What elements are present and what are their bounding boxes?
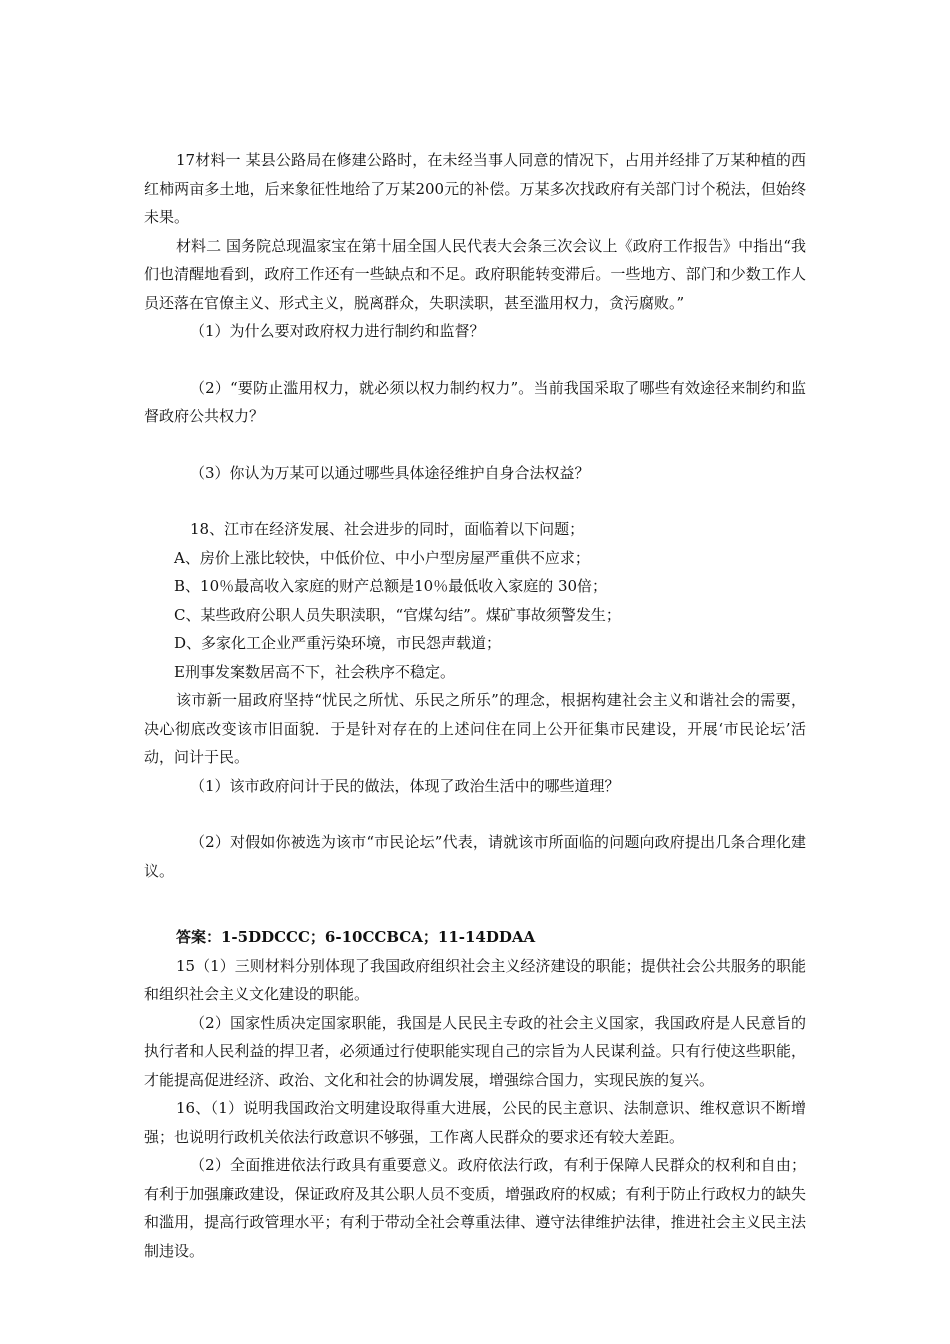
document-page	[144, 146, 806, 1265]
q18-paragraph: 该市新一届政府坚持“忧民之所忧、乐民之所乐”的理念，根据构建社会主义和谐社会的需要，决心彻底改变该市旧面貌．于是针对存在的上述问住在同上公开征集市民建设，开展‘市民论坛’活动，问计于民。	[144, 691, 806, 766]
answer-15-1: 15（1）三则材料分别体现了我国政府组织社会主义经济建设的职能；提供社会公共服务的职能和组织社会主义文化建设的职能。	[144, 956, 806, 1003]
q18-item-d: D、多家化工企业严重污染环境，市民怨声载道；	[174, 634, 502, 652]
q17-subquestion-3: （3）你认为万某可以通过哪些具体途径维护自身合法权益？	[190, 463, 590, 482]
answer-16-1: 16、（1）说明我国政治文明建设取得重大进展，公民的民主意识、法制意识、维权意识不断增强；也说明行政机关依法行政意识不够强，工作离人民群众的要求还有较大差距。	[144, 1099, 806, 1146]
q18-intro: 18、江市在经济发展、社会进步的同时，面临着以下问题；	[190, 520, 585, 538]
answers-heading: 答案：1-5DDCCC；6-10CCBCA；11-14DDAA	[176, 928, 536, 946]
q18-item-c: C、某些政府公职人员失职渎职，“官煤勾结”。煤矿事故须警发生；	[174, 605, 621, 624]
q17-material-1: 17材料一 某县公路局在修建公路时，在未经当事人同意的情况下，占用并经排了万某种植的西红柿两亩多土地，后来象征性地给了万某200元的补偿。万某多次找政府有关部门讨个税法，但始终未果。	[144, 151, 806, 226]
answer-15-2: （2）国家性质决定国家职能，我国是人民民主专政的社会主义国家，我国政府是人民意旨的执行者和人民利益的捍卫者，必须通过行使职能实现自己的宗旨为人民谋利益。只有行使这些职能，才能提高促进经济、政治、文化和社会的协调发展，增强综合国力，实现民族的复兴。	[144, 1013, 806, 1089]
q18-subquestion-1: （1）该市政府问计于民的做法，体现了政治生活中的哪些道理？	[190, 776, 620, 795]
q18-item-b: B、10％最高收入家庭的财产总额是10％最低收入家庭的 30倍；	[174, 577, 608, 595]
q18-item-a: A、房价上涨比较快，中低价位、中小户型房屋严重供不应求；	[174, 548, 590, 567]
q18-item-e: E刑事发案数居高不下，社会秩序不稳定。	[174, 662, 455, 681]
q17-subquestion-2: （2）“要防止滥用权力，就必须以权力制约权力”。当前我国采取了哪些有效途径来制约和监督政府公共权力？	[144, 378, 806, 425]
q18-subquestion-2: （2）对假如你被选为该市“市民论坛”代表，请就该市所面临的问题向政府提出几条合理化建议。	[144, 833, 806, 880]
q17-subquestion-1: （1）为什么要对政府权力进行制约和监督？	[190, 322, 485, 340]
q17-material-2: 材料二 国务院总现温家宝在第十届全国人民代表大会条三次会议上《政府工作报告》中指出“我们也清醒地看到，政府工作还有一些缺点和不足。政府职能转变滞后。一些地方、部门和少数工作人员还落在官僚主义、形式主义，脱离群众，失职渎职，甚至滥用权力，贪污腐败。”	[144, 236, 806, 312]
answer-16-2: （2）全面推进依法行政具有重要意义。政府依法行政，有利于保障人民群众的权利和自由；有利于加强廉政建设，保证政府及其公职人员不变质，增强政府的权威；有利于防止行政权力的缺失和滥用，提高行政管理水平；有利于带动全社会尊重法律、遵守法律维护法律，推进社会主义民主法制违设。	[144, 1156, 806, 1260]
